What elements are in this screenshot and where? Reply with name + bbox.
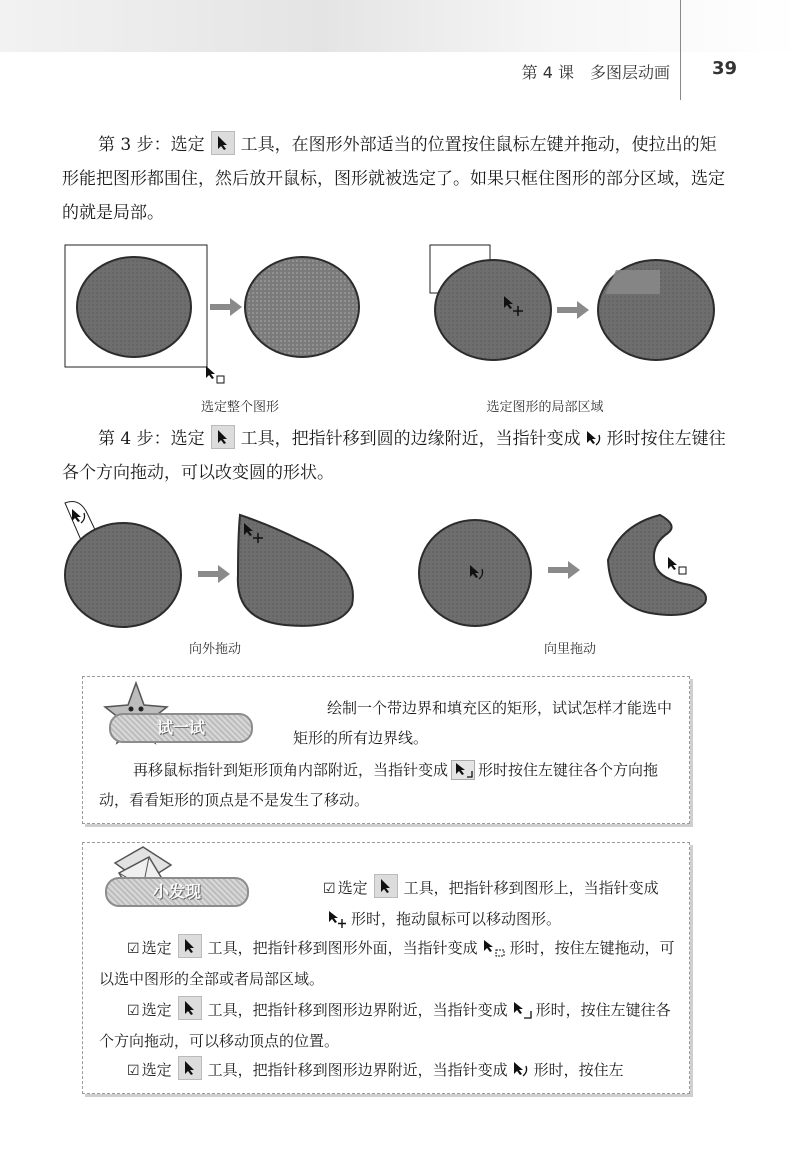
discovery-item-3 xyxy=(99,995,681,1056)
discovery-item-3-lead: 选定 xyxy=(141,1001,172,1019)
select-cursor-icon xyxy=(668,557,686,574)
figure-select-shapes xyxy=(60,240,740,390)
arrow-tool-icon xyxy=(178,996,202,1020)
try-it-line1: 绘制一个带边界和填充区的矩形，试试怎样才能选中矩形的所有边界线。 xyxy=(293,699,673,747)
discovery-item-1-lead: 选定 xyxy=(337,879,368,897)
discovery-item-3-end: 形时，按住左键往各个方向拖动，可以移动顶点的位置。 xyxy=(99,1001,671,1050)
discovery-item-4-lead: 选定 xyxy=(141,1061,172,1079)
corner-cursor-icon xyxy=(451,760,475,780)
arrow-right-icon xyxy=(210,298,242,316)
discovery-item-2-middle: 工具，把指针移到图形外面，当指针变成 xyxy=(207,939,478,957)
header-divider xyxy=(680,0,681,100)
try-it-badge: 试一试 xyxy=(109,713,253,743)
discovery-item-2 xyxy=(99,933,681,994)
select-cursor-icon xyxy=(206,366,224,383)
discovery-item-4-middle: 工具，把指针移到图形边界附近，当指针变成 xyxy=(207,1061,508,1079)
arrow-right-icon xyxy=(557,301,589,319)
checkbox-icon: ☑ xyxy=(127,941,140,957)
try-it-line2 xyxy=(99,755,679,815)
arrow-tool-icon xyxy=(178,1056,202,1080)
circle-shape xyxy=(435,260,551,360)
discovery-item-4-end: 形时，按住左 xyxy=(533,1061,624,1079)
lesson-title: 第 4 课 多图层动画 xyxy=(521,63,670,82)
step3-paragraph xyxy=(62,128,732,230)
circle-shape xyxy=(65,523,181,627)
arrow-tool-icon xyxy=(211,131,235,155)
curve-cursor-icon xyxy=(584,429,604,449)
discovery-item-4 xyxy=(99,1055,681,1086)
arrow-tool-icon xyxy=(178,934,202,958)
selected-circle-shape xyxy=(245,257,359,357)
checkbox-icon: ☑ xyxy=(323,881,336,897)
discovery-badge: 小发现 xyxy=(105,877,249,907)
step3-lead: 第 3 步：选定 xyxy=(98,135,205,155)
discovery-item-3-middle: 工具，把指针移到图形边界附近，当指针变成 xyxy=(207,1001,508,1019)
arrow-right-icon xyxy=(198,565,230,583)
discovery-item-1-end: 形时，拖动鼠标可以移动图形。 xyxy=(351,910,562,928)
page-number: 39 xyxy=(712,58,738,79)
selected-region xyxy=(605,270,660,294)
figure-reshape-circle xyxy=(60,495,740,635)
arrow-right-icon xyxy=(548,561,580,579)
discovery-box xyxy=(82,842,690,1094)
discovery-item-1 xyxy=(323,873,681,934)
select-cursor-icon xyxy=(481,938,507,958)
step3-body: 工具，在图形外部适当的位置按住鼠标左键并拖动，使拉出的矩形能把图形都围住，然后放开鼠标，图形就被选定了。如果只框住图形的部分区域，选定的就是局部。 xyxy=(62,135,725,223)
step4-body: 形时按住左键往各个方向拖动，可以改变圆的形状。 xyxy=(62,429,726,483)
discovery-item-1-middle: 工具，把指针移到图形上，当指针变成 xyxy=(403,879,659,897)
try-it-box xyxy=(82,676,690,824)
indented-shape xyxy=(608,515,706,615)
try-it-line2-end: 形时按住左键往各个方向拖动，看看矩形的顶点是不是发生了移动。 xyxy=(99,761,659,809)
step4-lead: 第 4 步：选定 xyxy=(98,429,205,449)
stretched-shape xyxy=(238,515,353,626)
arrow-tool-icon xyxy=(374,874,398,898)
curve-cursor-icon xyxy=(511,1060,531,1080)
discovery-item-2-lead: 选定 xyxy=(141,939,172,957)
discovery-item-2-end: 形时，按住左键拖动，可以选中图形的全部或者局部区域。 xyxy=(99,939,675,988)
caption-select-partial: 选定图形的局部区域 xyxy=(486,400,604,415)
step4-middle: 工具，把指针移到圆的边缘附近，当指针变成 xyxy=(240,429,581,449)
caption-drag-outward: 向外拖动 xyxy=(188,642,241,657)
move-cursor-icon xyxy=(326,909,348,929)
circle-shape xyxy=(77,257,191,357)
caption-drag-inward: 向里拖动 xyxy=(543,642,596,657)
step4-paragraph xyxy=(62,422,732,490)
checkbox-icon: ☑ xyxy=(127,1003,140,1019)
checkbox-icon: ☑ xyxy=(127,1063,140,1079)
caption-select-whole: 选定整个图形 xyxy=(200,400,279,415)
arrow-tool-icon xyxy=(211,425,235,449)
corner-cursor-icon xyxy=(511,1000,533,1020)
try-it-line2-start: 再移鼠标指针到矩形顶角内部附近，当指针变成 xyxy=(133,761,449,779)
